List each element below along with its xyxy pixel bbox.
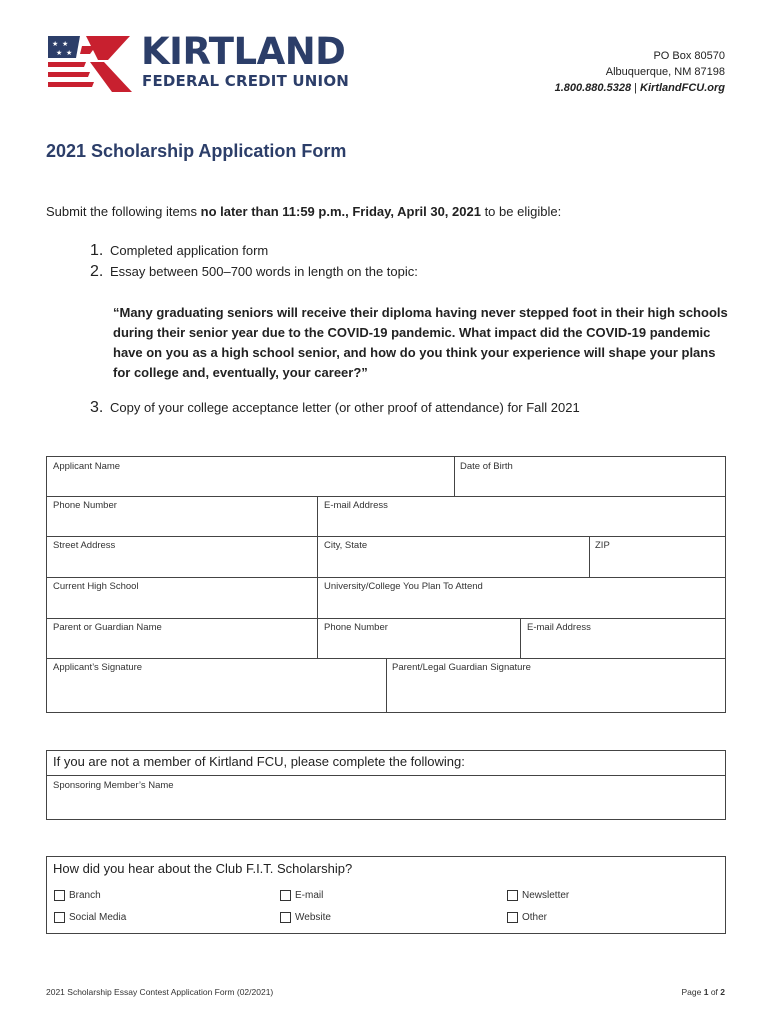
sponsoring-member-field[interactable]: Sponsoring Member’s Name — [53, 780, 174, 791]
row-divider — [46, 536, 726, 537]
page-total: 2 — [720, 987, 725, 997]
referral-heading: How did you hear about the Club F.I.T. Scholarship? — [53, 861, 353, 876]
brand-name: KIRTLAND — [141, 30, 346, 73]
checkbox-label: Website — [295, 912, 331, 923]
email-field[interactable]: E-mail Address — [324, 500, 388, 511]
zip-field[interactable]: ZIP — [595, 540, 610, 551]
row-divider — [46, 577, 726, 578]
page-current: 1 — [703, 987, 709, 997]
flag-logo-icon — [46, 34, 134, 94]
checkbox-icon[interactable] — [54, 912, 65, 923]
footer-form-id: 2021 Scholarship Essay Contest Application Form (02/2021) — [46, 987, 274, 997]
parent-phone-field[interactable]: Phone Number — [324, 622, 388, 633]
parent-signature-field[interactable]: Parent/Legal Guardian Signature — [392, 662, 531, 673]
intro-text — [46, 204, 561, 219]
list-text: Essay between 500–700 words in length on the topic: — [110, 264, 418, 279]
applicant-name-field[interactable]: Applicant Name — [53, 461, 121, 472]
intro-prefix: Submit the following items — [46, 204, 201, 219]
address-line-2: Albuquerque, NM 87198 — [605, 66, 725, 78]
row-divider — [46, 618, 726, 619]
col-divider — [454, 456, 455, 496]
parent-name-field[interactable]: Parent or Guardian Name — [53, 622, 162, 633]
checkbox-newsletter[interactable] — [507, 890, 569, 901]
checkbox-label: Newsletter — [522, 890, 570, 901]
list-text: Copy of your college acceptance letter (or other proof of attendance) for Fall 2021 — [110, 400, 580, 415]
intro-deadline: no later than 11:59 p.m., Friday, April 30, 2021 — [200, 204, 481, 219]
checkbox-icon[interactable] — [54, 890, 65, 901]
page-prefix: Page — [681, 987, 704, 997]
checkbox-label: Other — [522, 912, 548, 923]
col-divider — [317, 496, 318, 658]
checkbox-label: E-mail — [295, 890, 324, 901]
list-number: 1. — [90, 242, 104, 259]
col-divider — [386, 658, 387, 713]
street-address-field[interactable]: Street Address — [53, 540, 116, 551]
address-line-1: PO Box 80570 — [653, 50, 725, 62]
kirtland-logo — [46, 30, 350, 96]
essay-topic-quote: “Many graduating seniors will receive their diploma having never stepped foot in their high schools during their senior year due to the COVID-19 pandemic. What impact did the COVID-19 pandemic have on you as a high school senior, and how do you think your experience will shape your plans for college and, eventually, your career?” — [113, 305, 728, 380]
date-of-birth-field[interactable]: Date of Birth — [460, 461, 513, 472]
row-divider — [46, 496, 726, 497]
section-divider — [46, 775, 726, 776]
col-divider — [589, 536, 590, 577]
col-divider — [520, 618, 521, 658]
page-number — [682, 987, 726, 997]
checkbox-icon[interactable] — [507, 912, 518, 923]
brand-subtitle: FEDERAL CREDIT UNION — [142, 72, 350, 90]
phone-number: 1.800.880.5328 — [554, 82, 632, 94]
page-of: of — [708, 987, 721, 997]
list-item-2 — [90, 263, 418, 281]
intro-suffix: to be eligible: — [480, 204, 562, 219]
svg-text:★: ★ — [56, 49, 63, 57]
list-item-3 — [90, 399, 580, 417]
checkbox-label: Social Media — [69, 912, 127, 923]
checkbox-social-media[interactable] — [54, 912, 126, 923]
list-number: 3. — [90, 399, 104, 416]
checkbox-icon[interactable] — [280, 890, 291, 901]
list-number: 2. — [90, 263, 104, 280]
checkbox-label: Branch — [69, 890, 101, 901]
list-item-1 — [90, 242, 268, 260]
checkbox-branch[interactable] — [54, 890, 101, 901]
separator: | — [634, 82, 637, 94]
parent-email-field[interactable]: E-mail Address — [527, 622, 591, 633]
checkbox-website[interactable] — [280, 912, 331, 923]
non-member-heading: If you are not a member of Kirtland FCU, please complete the following: — [53, 754, 465, 769]
phone-number-field[interactable]: Phone Number — [53, 500, 117, 511]
university-field[interactable]: University/College You Plan To Attend — [324, 581, 483, 592]
checkbox-icon[interactable] — [280, 912, 291, 923]
applicant-signature-field[interactable]: Applicant’s Signature — [53, 662, 143, 673]
page-title: 2021 Scholarship Application Form — [46, 141, 347, 161]
checkbox-icon[interactable] — [507, 890, 518, 901]
checkbox-email[interactable] — [280, 890, 323, 901]
high-school-field[interactable]: Current High School — [53, 581, 139, 592]
address-block — [555, 48, 725, 96]
contact-line — [555, 80, 725, 96]
svg-text:★: ★ — [52, 40, 59, 48]
website-link[interactable]: KirtlandFCU.org — [640, 82, 725, 94]
city-state-field[interactable]: City, State — [324, 540, 368, 551]
list-text: Completed application form — [110, 243, 269, 258]
svg-text:★: ★ — [62, 40, 69, 48]
svg-text:★: ★ — [66, 49, 73, 57]
checkbox-other[interactable] — [507, 912, 547, 923]
